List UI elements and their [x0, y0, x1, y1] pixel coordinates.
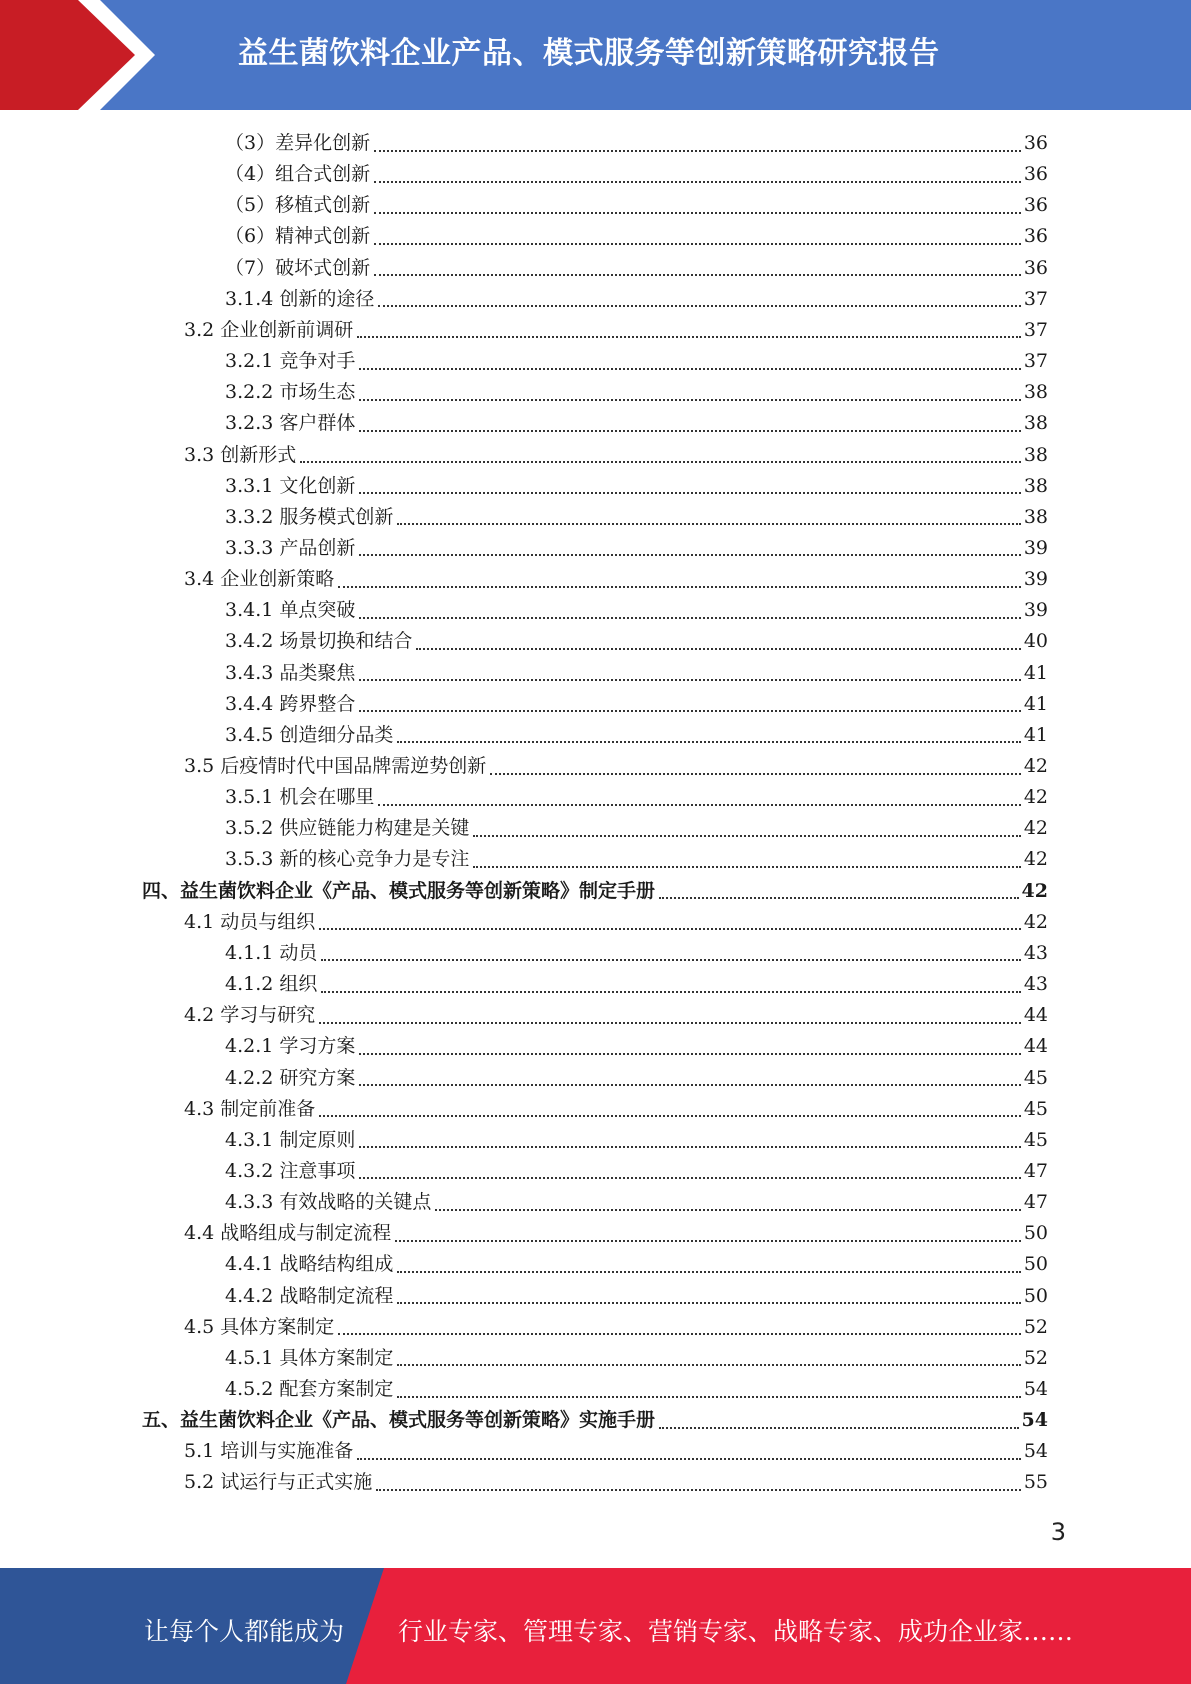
toc-entry[interactable] [225, 938, 1048, 969]
toc-entry-label: 3.4 企业创新策略 [184, 568, 335, 591]
toc-entry[interactable] [225, 658, 1048, 689]
toc-entry[interactable] [184, 440, 1048, 471]
toc-leader-dots [397, 1269, 1020, 1273]
toc-entry-page: 39 [1023, 599, 1048, 622]
toc-leader-dots [376, 1487, 1021, 1491]
toc-entry-page: 45 [1023, 1128, 1048, 1151]
page-footer [0, 1568, 1191, 1684]
toc-entry[interactable] [184, 1218, 1048, 1249]
toc-entry-label: 5.2 试运行与正式实施 [184, 1471, 373, 1494]
toc-entry-page: 36 [1023, 225, 1048, 248]
toc-entry-page: 41 [1023, 661, 1048, 684]
toc-leader-dots [490, 771, 1021, 775]
toc-entry[interactable] [184, 1312, 1048, 1343]
toc-entry[interactable] [142, 1405, 1048, 1436]
toc-leader-dots [319, 926, 1021, 930]
toc-entry[interactable] [225, 1063, 1048, 1094]
toc-leader-dots [300, 459, 1021, 463]
toc-entry-page: 45 [1023, 1097, 1048, 1120]
toc-entry-page: 42 [1023, 786, 1048, 809]
toc-entry-page: 47 [1023, 1191, 1048, 1214]
toc-entry-page: 44 [1023, 1035, 1048, 1058]
toc-entry-page: 50 [1023, 1253, 1048, 1276]
toc-entry-page: 38 [1023, 381, 1048, 404]
toc-entry-label: 3.4.1 单点突破 [225, 599, 356, 622]
toc-entry-label: 四、益生菌饮料企业《产品、模式服务等创新策略》制定手册 [142, 879, 656, 902]
toc-entry-label: 3.2.2 市场生态 [225, 381, 356, 404]
toc-entry-page: 42 [1023, 910, 1048, 933]
toc-entry-page: 42 [1023, 755, 1048, 777]
toc-entry-label: 4.4.1 战略结构组成 [225, 1253, 394, 1276]
toc-entry[interactable] [225, 159, 1048, 190]
toc-leader-dots [378, 303, 1020, 307]
toc-leader-dots [359, 366, 1020, 370]
toc-entry-label: 4.3.3 有效战略的关键点 [225, 1191, 432, 1214]
page-number: 3 [1050, 1518, 1066, 1546]
toc-leader-dots [374, 241, 1021, 245]
toc-leader-dots [359, 397, 1020, 401]
toc-entry[interactable] [184, 315, 1048, 346]
toc-entry-label: 3.2.3 客户群体 [225, 412, 356, 435]
toc-leader-dots [473, 864, 1020, 868]
report-title: 益生菌饮料企业产品、模式服务等创新策略研究报告 [238, 36, 940, 71]
toc-entry-label: 4.5.2 配套方案制定 [225, 1378, 394, 1400]
toc-leader-dots [435, 1207, 1020, 1211]
toc-leader-dots [374, 179, 1021, 183]
toc-entry-label: 3.5 后疫情时代中国品牌需逆势创新 [184, 755, 487, 777]
toc-entry-label: 4.4 战略组成与制定流程 [184, 1222, 392, 1245]
toc-leader-dots [357, 1456, 1021, 1460]
toc-entry-label: 3.4.5 创造细分品类 [225, 723, 394, 746]
toc-leader-dots [319, 1020, 1021, 1024]
toc-leader-dots [397, 1300, 1020, 1304]
toc-entry-label: 3.5.3 新的核心竞争力是专注 [225, 848, 470, 871]
toc-leader-dots [359, 428, 1020, 432]
toc-entry-label: （4）组合式创新 [225, 163, 371, 186]
toc-entry-label: 3.2 企业创新前调研 [184, 318, 354, 341]
toc-entry-label: （7）破坏式创新 [225, 256, 371, 279]
toc-entry-page: 43 [1023, 973, 1048, 996]
toc-leader-dots [416, 646, 1020, 650]
toc-leader-dots [359, 615, 1020, 619]
toc-entry-page: 40 [1023, 630, 1048, 653]
toc-entry-page: 54 [1023, 1440, 1048, 1463]
toc-entry[interactable] [225, 720, 1048, 751]
footer-slogan-right: 行业专家、管理专家、营销专家、战略专家、成功企业家…… [398, 1617, 1074, 1646]
toc-entry[interactable] [225, 1374, 1048, 1405]
toc-entry[interactable] [184, 564, 1048, 595]
toc-entry-label: 4.4.2 战略制定流程 [225, 1284, 394, 1307]
toc-entry-page: 37 [1023, 350, 1048, 373]
toc-leader-dots [397, 739, 1020, 743]
toc-leader-dots [374, 210, 1021, 214]
toc-entry[interactable] [184, 1436, 1048, 1467]
toc-entry-page: 36 [1023, 194, 1048, 217]
toc-entry-label: 4.1 动员与组织 [184, 910, 316, 933]
toc-entry-label: 4.5.1 具体方案制定 [225, 1346, 394, 1369]
toc-entry[interactable] [225, 1031, 1048, 1062]
toc-entry[interactable] [225, 128, 1048, 159]
toc-entry-page: 52 [1023, 1346, 1048, 1369]
toc-entry-label: （6）精神式创新 [225, 225, 371, 248]
toc-leader-dots [378, 802, 1020, 806]
toc-entry-page: 39 [1023, 536, 1048, 559]
toc-entry-page: 45 [1023, 1066, 1048, 1089]
toc-leader-dots [397, 521, 1020, 525]
toc-entry-label: 3.3 创新形式 [184, 443, 297, 466]
toc-entry-page: 36 [1023, 163, 1048, 186]
toc-entry-label: 3.2.1 竞争对手 [225, 350, 356, 373]
toc-entry-page: 54 [1021, 1409, 1048, 1432]
toc-leader-dots [321, 957, 1020, 961]
toc-entry-page: 39 [1023, 568, 1048, 591]
toc-entry[interactable] [225, 190, 1048, 221]
toc-entry-page: 47 [1023, 1159, 1048, 1182]
toc-entry-label: （5）移植式创新 [225, 194, 371, 217]
toc-entry[interactable] [225, 284, 1048, 315]
toc-entry[interactable] [225, 782, 1048, 813]
toc-leader-dots [338, 584, 1021, 588]
toc-entry-label: 4.3.2 注意事项 [225, 1159, 356, 1182]
toc-leader-dots [338, 1331, 1021, 1335]
toc-entry-page: 41 [1023, 723, 1048, 746]
toc-leader-dots [319, 1113, 1021, 1117]
toc-entry[interactable] [225, 471, 1048, 502]
toc-entry-label: 3.4.2 场景切换和结合 [225, 630, 413, 653]
toc-leader-dots [359, 708, 1020, 712]
toc-entry[interactable] [184, 1000, 1048, 1031]
toc-entry-label: 4.3 制定前准备 [184, 1097, 316, 1120]
toc-entry-label: 4.2.1 学习方案 [225, 1035, 356, 1058]
toc-entry[interactable] [225, 813, 1048, 844]
toc-leader-dots [374, 272, 1021, 276]
header-arrow-graphic [0, 0, 180, 110]
toc-entry-label: 4.1.1 动员 [225, 941, 318, 964]
toc-entry-label: 3.3.1 文化创新 [225, 474, 356, 497]
toc-leader-dots [357, 334, 1021, 338]
toc-entry[interactable] [184, 1094, 1048, 1125]
toc-entry[interactable] [225, 533, 1048, 564]
toc-entry-label: 3.3.3 产品创新 [225, 536, 356, 559]
toc-leader-dots [359, 552, 1020, 556]
toc-leader-dots [359, 1144, 1020, 1148]
toc-leader-dots [359, 1175, 1020, 1179]
toc-leader-dots [397, 1362, 1020, 1366]
toc-entry-page: 38 [1023, 412, 1048, 435]
toc-leader-dots [359, 1051, 1020, 1055]
toc-entry[interactable] [225, 595, 1048, 626]
toc-entry-page: 43 [1023, 941, 1048, 964]
toc-entry[interactable] [225, 1281, 1048, 1312]
toc-entry-label: 4.3.1 制定原则 [225, 1128, 356, 1151]
toc-entry-page: 36 [1023, 256, 1048, 279]
toc-entry-page: 41 [1023, 692, 1048, 715]
toc-entry-page: 37 [1023, 318, 1048, 341]
toc-entry[interactable] [225, 377, 1048, 408]
toc-entry[interactable] [225, 1187, 1048, 1218]
toc-entry[interactable] [225, 346, 1048, 377]
toc-entry[interactable] [225, 626, 1048, 657]
toc-entry-page: 44 [1023, 1004, 1048, 1027]
toc-leader-dots [374, 148, 1021, 152]
toc-leader-dots [359, 490, 1020, 494]
toc-entry[interactable] [142, 876, 1048, 907]
toc-entry-label: 4.1.2 组织 [225, 973, 318, 996]
toc-entry[interactable] [225, 502, 1048, 533]
toc-entry-label: 3.5.2 供应链能力构建是关键 [225, 817, 470, 840]
toc-entry-label: 3.5.1 机会在哪里 [225, 786, 375, 809]
toc-entry-label: 4.2 学习与研究 [184, 1004, 316, 1027]
toc-entry-label: 五、益生菌饮料企业《产品、模式服务等创新策略》实施手册 [142, 1409, 656, 1432]
toc-entry-label: 4.5 具体方案制定 [184, 1315, 335, 1338]
toc-leader-dots [359, 677, 1020, 681]
toc-entry-label: 3.3.2 服务模式创新 [225, 505, 394, 528]
toc-entry-page: 50 [1023, 1222, 1048, 1245]
toc-entry-page: 52 [1023, 1315, 1048, 1338]
toc-entry-page: 55 [1023, 1471, 1048, 1494]
toc-leader-dots [397, 1394, 1020, 1398]
toc-entry[interactable] [225, 1249, 1048, 1280]
toc-entry[interactable] [225, 1156, 1048, 1187]
toc-leader-dots [659, 1425, 1019, 1429]
toc-leader-dots [473, 833, 1020, 837]
toc-entry[interactable] [225, 1343, 1048, 1374]
toc-entry[interactable] [184, 751, 1048, 782]
toc-leader-dots [395, 1238, 1021, 1242]
page-header [0, 0, 1191, 110]
toc-entry-page: 38 [1023, 443, 1048, 466]
toc-entry-label: 4.2.2 研究方案 [225, 1066, 356, 1089]
toc-leader-dots [359, 1082, 1020, 1086]
toc-entry-page: 38 [1023, 474, 1048, 497]
toc-entry[interactable] [225, 844, 1048, 875]
toc-entry-page: 42 [1023, 817, 1048, 840]
toc-entry-page: 42 [1021, 879, 1048, 902]
footer-slogan-left: 让每个人都能成为 [144, 1617, 345, 1646]
toc-entry-label: 5.1 培训与实施准备 [184, 1440, 354, 1463]
toc-entry-page: 54 [1023, 1378, 1048, 1400]
toc-entry[interactable] [225, 221, 1048, 252]
toc-entry-label: 3.4.3 品类聚焦 [225, 661, 356, 684]
toc-entry[interactable] [225, 408, 1048, 439]
toc-entry[interactable] [225, 1125, 1048, 1156]
toc-entry-label: 3.4.4 跨界整合 [225, 692, 356, 715]
toc-entry-page: 38 [1023, 505, 1048, 528]
toc-entry[interactable] [184, 907, 1048, 938]
toc-entry-page: 36 [1023, 132, 1048, 154]
toc-entry[interactable] [225, 253, 1048, 284]
toc-entry[interactable] [225, 969, 1048, 1000]
toc-entry-page: 42 [1023, 848, 1048, 871]
toc-entry[interactable] [225, 689, 1048, 720]
toc-entry-label: 3.1.4 创新的途径 [225, 287, 375, 310]
toc-leader-dots [659, 895, 1019, 899]
toc-leader-dots [321, 989, 1020, 993]
toc-entry-label: （3）差异化创新 [225, 132, 371, 154]
toc-entry-page: 37 [1023, 287, 1048, 310]
toc-entry-page: 50 [1023, 1284, 1048, 1307]
toc-entry[interactable] [184, 1467, 1048, 1498]
